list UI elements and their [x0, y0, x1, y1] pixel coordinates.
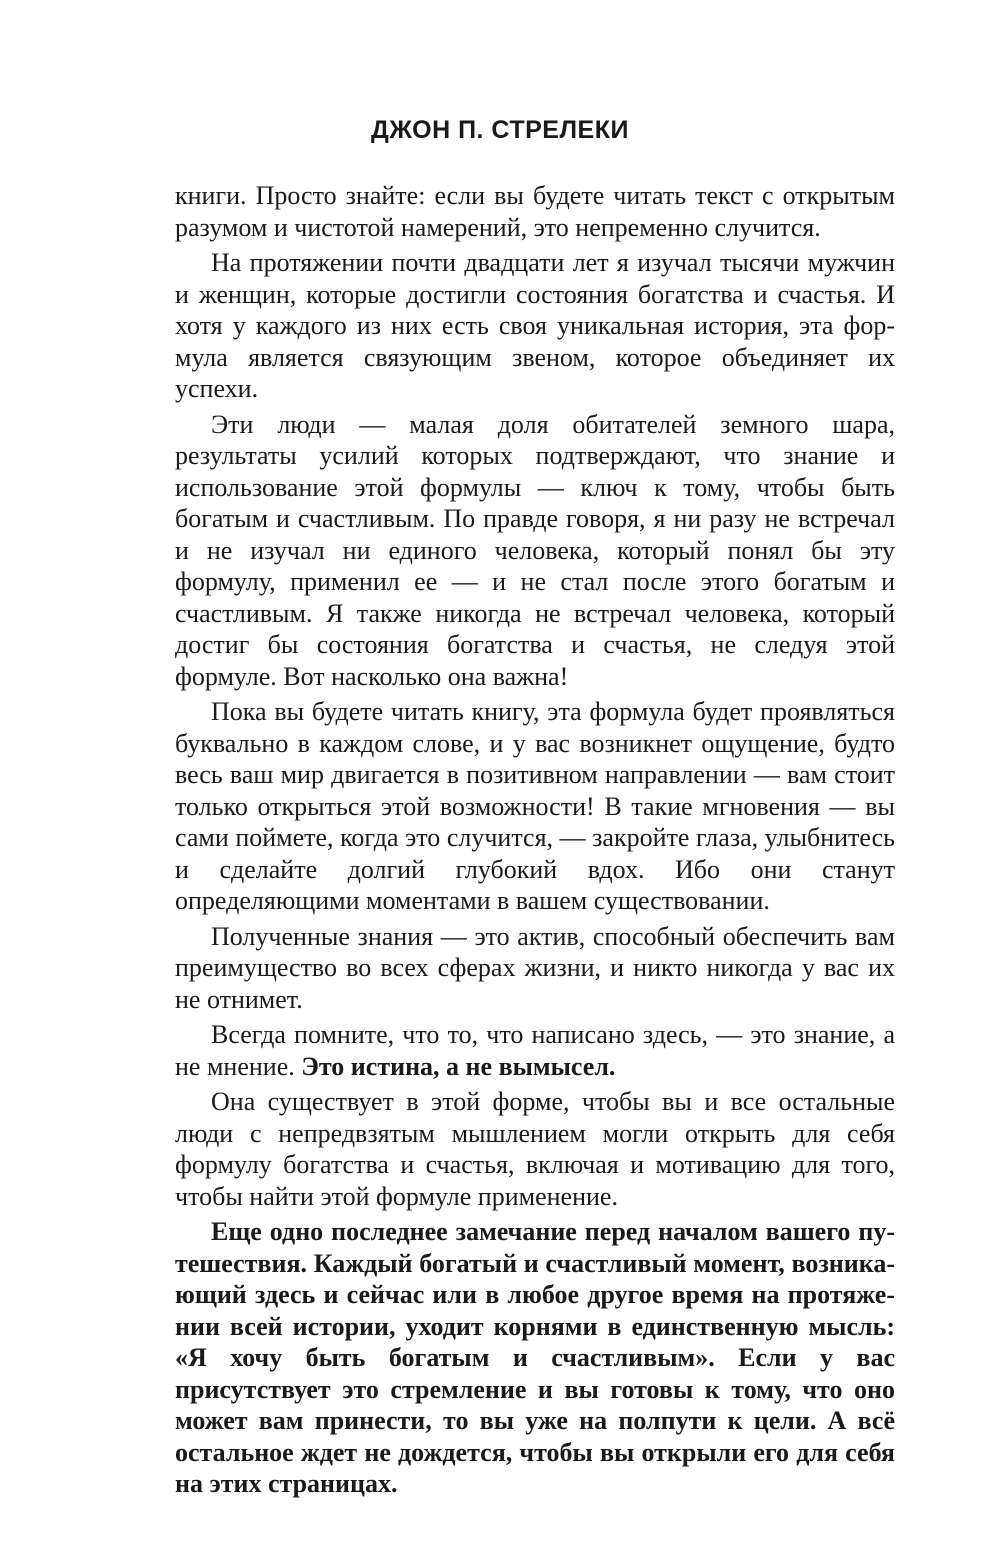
paragraph: книги. Просто знайте: если вы будете читать текст с открытым разумом и чистотой намерений, это непременно случится. — [175, 181, 895, 242]
body-text — [175, 180, 895, 1504]
paragraph: Эти люди — малая доля обитателей земного шара, результаты усилий которых подтверждают, что знание и использование этой формулы — ключ к тому, чтобы быть богатым и счастливым. По правде говоря, я ни разу не встречал и не изучал ни единого человека, который понял бы эту формулу, применил ее — и не стал после этого богатым и счастливым. Я также никогда не встречал человека, который достиг бы состояния богатства и счастья, не следуя этой формуле. Вот насколько она важна! — [175, 409, 895, 691]
bold-paragraph: Еще одно последнее замечание перед началом вашего путешествия. Каждый богатый и счастливый момент, возникающий здесь и сейчас или в любое другое время на протяжении всей истории, уходит корнями в единственную мысль: «Я хочу быть богатым и счастливым». Если у вас присутствует это стремление и вы готовы к тому, что оно может вам принести, то вы уже на полпути к цели. А всё остальное ждет не дождется, чтобы вы открыли его для себя на этих страницах. — [175, 1217, 895, 1498]
paragraph: Полученные знания — это актив, способный обеспечить вам преимущество во всех сферах жизни, и никто никогда у вас их не отнимет. — [175, 921, 895, 1014]
paragraph-text: Всегда помните, что то, что написано здесь, — это знание, а не мнение. — [175, 1020, 895, 1081]
paragraph: Пока вы будете читать книгу, эта формула будет проявляться буквально в каждом слове, и у вас возникнет ощущение, будто весь ваш мир двигается в позитивном направлении — вам стоит только открыться этой возможности! В такие мгновения — вы сами поймете, когда это случится, — закройте глаза, улыбнитесь и сделайте долгий глубокий вдох. Ибо они станут определяющими моментами в вашем существовании. — [175, 697, 895, 915]
paragraph — [175, 1019, 895, 1082]
running-head: ДЖОН П. СТРЕЛЕКИ — [371, 116, 629, 144]
bold-statement: Это истина, а не вымысел. — [301, 1051, 616, 1081]
paragraph: Она существует в этой форме, чтобы вы и все остальные люди с непредвзятым мышлением могли открыть для себя формулу богатства и счастья, включая и мотивацию для того, чтобы найти этой формуле применение. — [175, 1087, 895, 1211]
paragraph: На протяжении почти двадцати лет я изучал тысячи мужчин и женщин, которые достигли состояния богатства и счастья. И хотя у каждого из них есть своя уникальная история, эта формула является связующим звеном, которое объединяет их успехи. — [175, 248, 895, 403]
